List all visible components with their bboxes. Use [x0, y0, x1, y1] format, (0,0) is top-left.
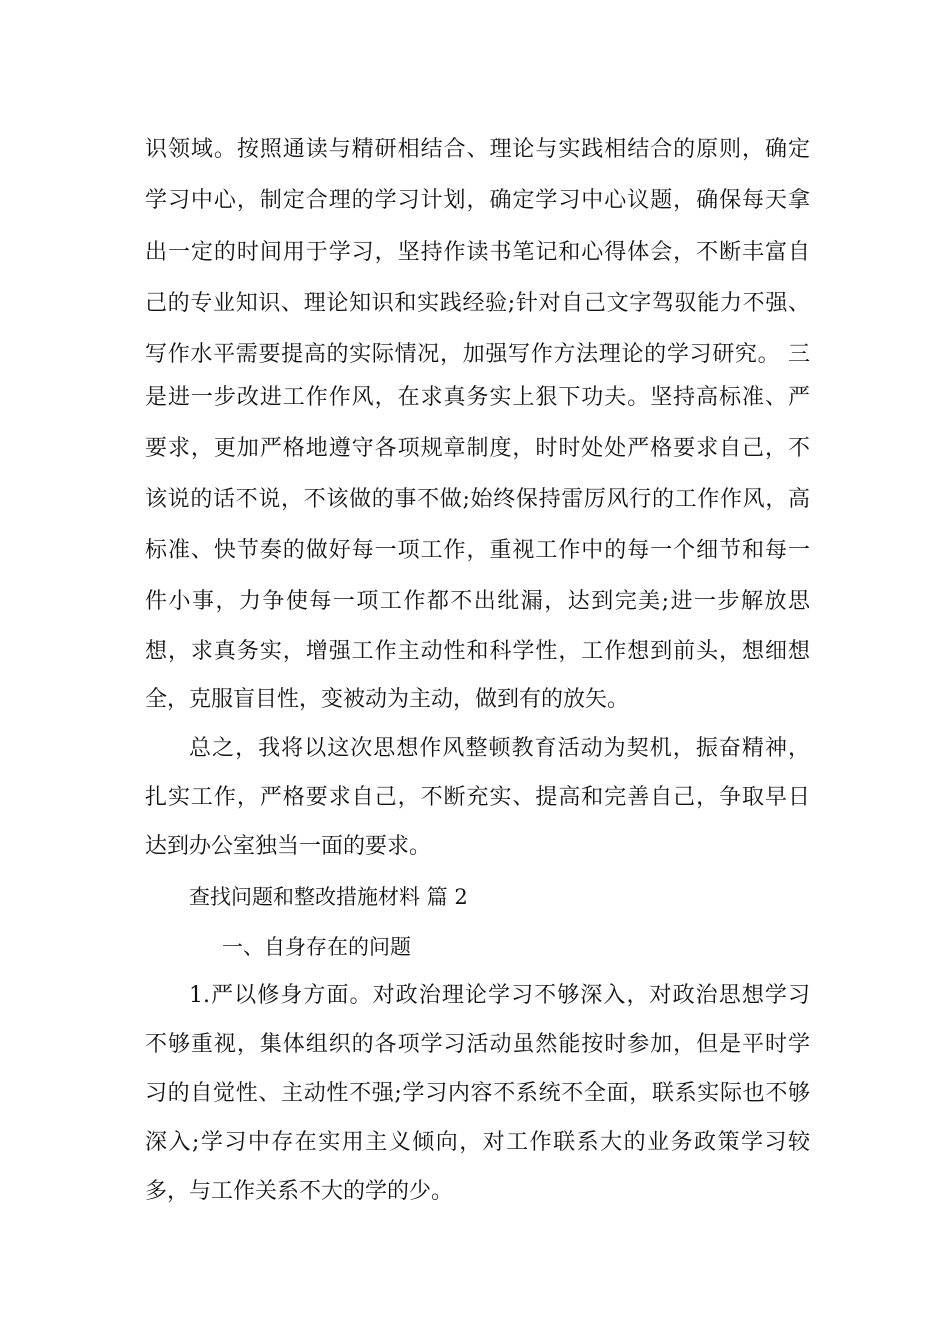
paragraph-1-line: 是进一步改进工作作风，在求真务实上狠下功夫。坚持高标准、严 — [145, 385, 810, 410]
paragraph-1-line: 全，克服盲目性，变被动为主动，做到有的放矢。 — [145, 687, 630, 712]
paragraph-1-line: 写作水平需要提高的实际情况，加强写作方法理论的学习研究。 三 — [145, 342, 810, 367]
subsection-title: 一、自身存在的问题 — [222, 935, 411, 959]
paragraph-1-line: 识领域。按照通读与精研相结合、理论与实践相结合的原则，确定 — [145, 137, 810, 162]
paragraph-3-line: 1.严以修身方面。对政治理论学习不够深入，对政治思想学习 — [189, 983, 810, 1008]
paragraph-1-line: 件小事，力争使每一项工作都不出纰漏，达到完美;进一步解放思 — [145, 589, 810, 614]
paragraph-2-line: 扎实工作，严格要求自己，不断充实、提高和完善自己，争取早日 — [145, 785, 810, 810]
paragraph-3-line: 习的自觉性、主动性不强;学习内容不系统不全面，联系实际也不够 — [145, 1081, 810, 1106]
paragraph-1-line: 己的专业知识、理论知识和实践经验;针对自己文字驾驭能力不强、 — [145, 291, 810, 316]
paragraph-3-line: 不够重视，集体组织的各项学习活动虽然能按时参加，但是平时学 — [145, 1032, 810, 1057]
section-title: 查找问题和整改措施材料 篇 2 — [189, 885, 468, 909]
paragraph-1-line: 标准、快节奏的做好每一项工作，重视工作中的每一个细节和每一 — [145, 538, 810, 563]
paragraph-3-line: 多，与工作关系不大的学的少。 — [145, 1179, 454, 1204]
paragraph-2-line: 达到办公室独当一面的要求。 — [145, 834, 432, 859]
paragraph-1-line: 该说的话不说，不该做的事不做;始终保持雷厉风行的工作作风，高 — [145, 487, 810, 512]
paragraph-1-line: 出一定的时间用于学习，坚持作读书笔记和心得体会，不断丰富自 — [145, 240, 810, 265]
paragraph-1-line: 学习中心，制定合理的学习计划，确定学习中心议题，确保每天拿 — [145, 188, 810, 213]
paragraph-3-line: 深入;学习中存在实用主义倾向，对工作联系大的业务政策学习较 — [145, 1130, 810, 1155]
paragraph-1-line: 想，求真务实，增强工作主动性和科学性，工作想到前头，想细想 — [145, 639, 810, 664]
paragraph-1-line: 要求，更加严格地遵守各项规章制度，时时处处严格要求自己，不 — [145, 436, 810, 461]
paragraph-2-line: 总之，我将以这次思想作风整顿教育活动为契机，振奋精神， — [189, 736, 810, 761]
